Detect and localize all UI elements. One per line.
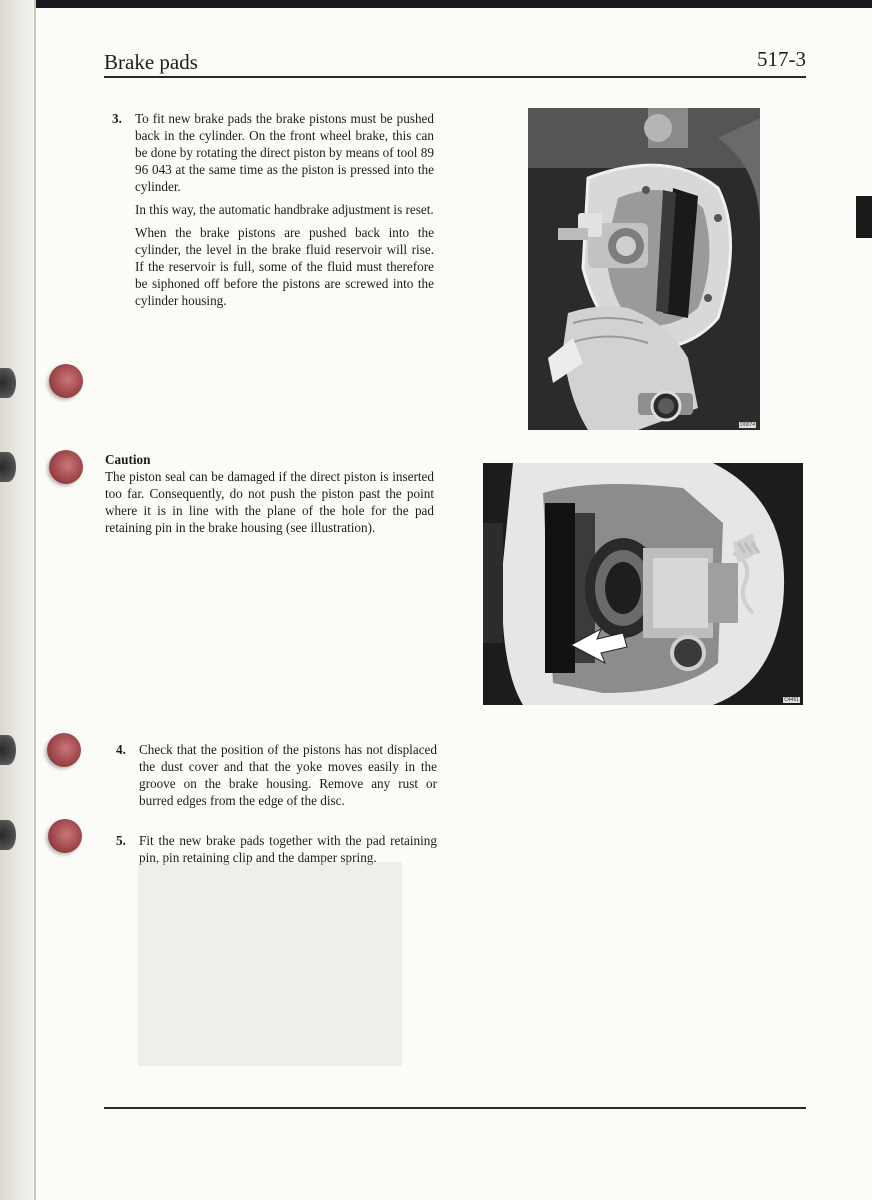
step-paragraph: Fit the new brake pads together with the pad retaining pin, pin retaining clip and the damper spring.	[139, 833, 437, 865]
binder-hole	[49, 364, 83, 398]
page-title: Brake pads	[104, 50, 198, 74]
binder-hole-edge	[0, 452, 16, 482]
header-rule	[104, 76, 806, 78]
photo-brake-housing-piston-position	[483, 463, 803, 705]
step-paragraph: In this way, the automatic handbrake adjustment is reset.	[135, 202, 434, 217]
step-3	[112, 110, 434, 315]
step-number: 4.	[116, 742, 126, 757]
caution-note	[105, 451, 434, 536]
bleed-through-shading	[138, 862, 402, 1066]
binder-hole	[49, 450, 83, 484]
section-tab-marker	[856, 196, 872, 238]
scan-top-border	[0, 0, 872, 8]
footer-rule	[104, 1107, 806, 1109]
binder-hole	[47, 733, 81, 767]
step-paragraph: To fit new brake pads the brake pistons must be pushed back in the cylinder. On the front wheel brake, this can be done by rotating the direct piston by means of tool 89 96 043 at the same time as the piston is pressed into the cylinder.	[135, 111, 434, 194]
photo-rotating-piston-with-tool	[528, 108, 760, 430]
step-number: 3.	[112, 111, 122, 126]
caution-title: Caution	[105, 452, 151, 467]
photo-illustration	[483, 463, 803, 705]
binder-hole-edge	[0, 368, 16, 398]
figure-code: C4461	[784, 697, 799, 703]
step-paragraph: Check that the position of the pistons has not displaced the dust cover and that the yoke moves easily in the groove on the brake housing. Remove any rust or burred edges from the edge of the disc.	[139, 742, 437, 808]
figure-code: D0074	[740, 422, 755, 428]
step-number: 5.	[116, 833, 126, 848]
binder-margin	[0, 0, 36, 1200]
binder-hole-edge	[0, 735, 16, 765]
step-4	[116, 741, 437, 815]
step-paragraph: When the brake pistons are pushed back into the cylinder, the level in the brake fluid reservoir will rise. If the reservoir is full, some of the fluid must therefore be siphoned off before the pistons are screwed into the cylinder housing.	[135, 225, 434, 308]
binder-margin-shadow	[34, 0, 36, 1200]
caution-text: The piston seal can be damaged if the direct piston is inserted too far. Consequently, do not push the piston past the point where it is in line with the plane of the hole for the pad retaining pin in the brake housing (see illustration).	[105, 469, 434, 535]
page-number: 517-3	[757, 47, 806, 71]
binder-hole-edge	[0, 820, 16, 850]
binder-hole	[48, 819, 82, 853]
photo-illustration	[528, 108, 760, 430]
